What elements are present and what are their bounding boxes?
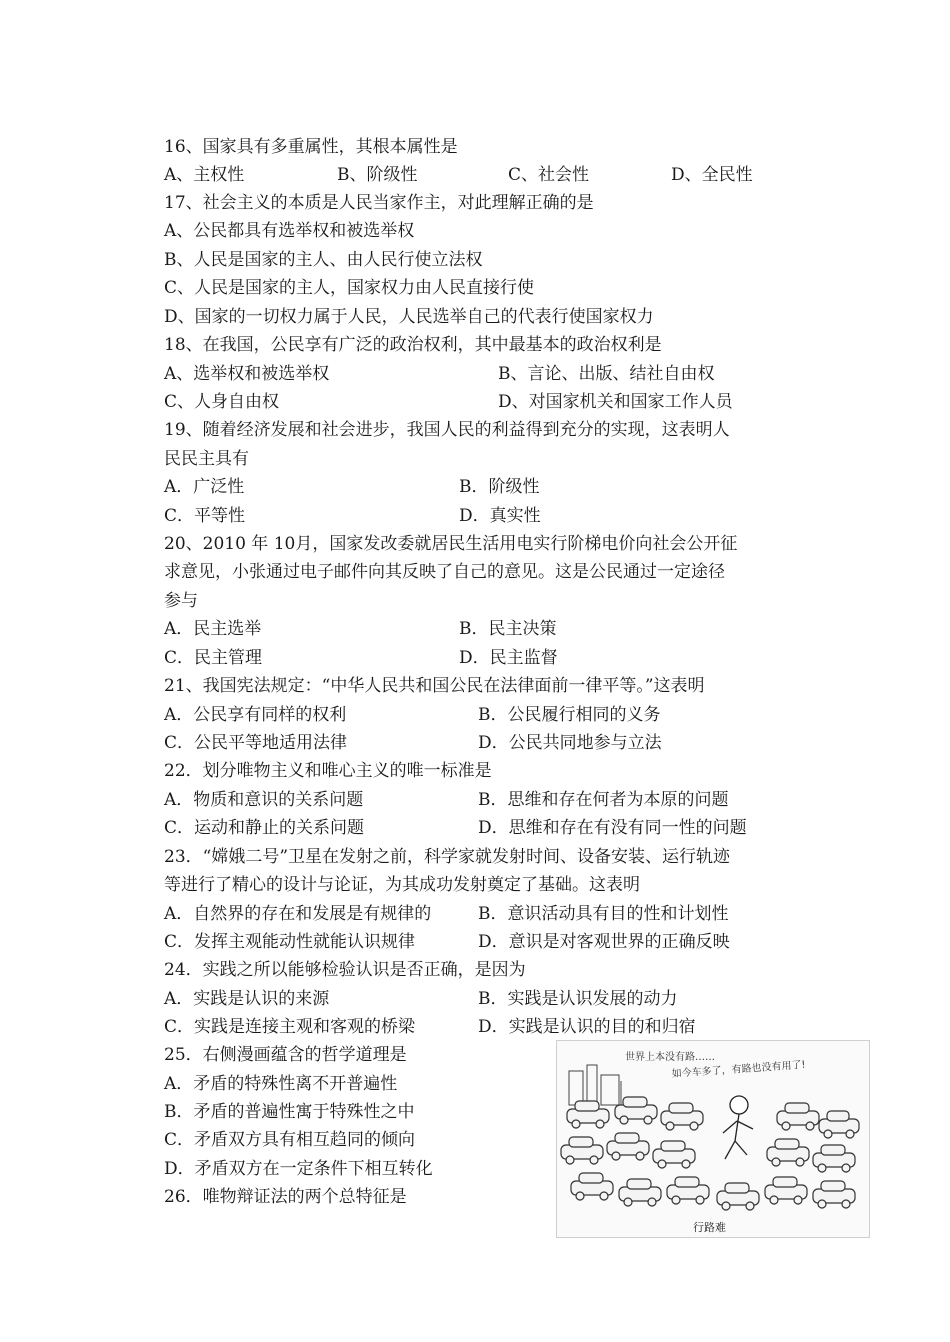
q18-option-d: D、对国家机关和国家工作人员 xyxy=(498,392,733,412)
q21-option-d: D．公民共同地参与立法 xyxy=(478,733,662,753)
q25-option-a: A．矛盾的特殊性离不开普遍性 xyxy=(164,1074,398,1094)
q18-option-c: C、人身自由权 xyxy=(164,392,280,412)
q19-option-a: A．广泛性 xyxy=(164,477,245,497)
question-23-stem-cont: 等进行了精心的设计与论证，为其成功发射奠定了基础。这表明 xyxy=(164,875,640,895)
question-21-stem: 21、我国宪法规定：“中华人民共和国公民在法律面前一律平等。”这表明 xyxy=(164,676,705,696)
q23-option-b: B．意识活动具有目的性和计划性 xyxy=(478,904,729,924)
q21-option-b: B．公民履行相同的义务 xyxy=(478,705,661,725)
q19-option-c: C．平等性 xyxy=(164,506,246,526)
q25-option-d: D．矛盾双方在一定条件下相互转化 xyxy=(164,1159,433,1179)
question-17-stem: 17、社会主义的本质是人民当家作主，对此理解正确的是 xyxy=(164,193,594,213)
cartoon-buildings xyxy=(569,1065,621,1105)
q25-option-c: C．矛盾双方具有相互趋同的倾向 xyxy=(164,1130,416,1150)
question-20-stem-cont-2: 参与 xyxy=(164,591,198,611)
q19-option-b: B．阶级性 xyxy=(459,477,540,497)
question-18-stem: 18、在我国，公民享有广泛的政治权利，其中最基本的政治权利是 xyxy=(164,335,662,355)
question-19-stem-cont: 民民主具有 xyxy=(164,449,249,469)
q17-option-c: C、人民是国家的主人，国家权力由人民直接行使 xyxy=(164,278,535,298)
q24-option-b: B．实践是认识发展的动力 xyxy=(478,989,678,1009)
q19-option-d: D．真实性 xyxy=(459,506,541,526)
question-22-stem: 22．划分唯物主义和唯心主义的唯一标准是 xyxy=(164,761,492,781)
q22-option-a: A．物质和意识的关系问题 xyxy=(164,790,364,810)
q22-option-b: B．思维和存在何者为本原的问题 xyxy=(478,790,729,810)
q21-option-c: C．公民平等地适用法律 xyxy=(164,733,348,753)
question-23-stem: 23．“嫦娥二号”卫星在发射之前，科学家就发射时间、设备安装、运行轨迹 xyxy=(164,847,731,867)
cartoon-caption-1: 世界上本没有路…… xyxy=(625,1052,715,1063)
question-16-stem: 16、国家具有多重属性，其根本属性是 xyxy=(164,137,458,157)
q17-option-d: D、国家的一切权力属于人民，人民选举自己的代表行使国家权力 xyxy=(164,307,654,327)
q17-option-a: A、公民都具有选举权和被选举权 xyxy=(164,221,415,241)
q20-option-c: C．民主管理 xyxy=(164,648,263,668)
q24-option-d: D．实践是认识的目的和归宿 xyxy=(478,1017,696,1037)
question-19-stem: 19、随着经济发展和社会进步，我国人民的利益得到充分的实现，这表明人 xyxy=(164,420,730,440)
q22-option-d: D．思维和存在有没有同一性的问题 xyxy=(478,818,747,838)
cartoon-caption-2: 如今车多了，有路也没有用了! xyxy=(671,1059,806,1080)
q18-option-b: B、言论、出版、结社自由权 xyxy=(498,364,715,384)
q17-option-b: B、人民是国家的主人、由人民行使立法权 xyxy=(164,250,483,270)
q16-option-d: D、全民性 xyxy=(671,165,753,185)
question-25-stem: 25．右侧漫画蕴含的哲学道理是 xyxy=(164,1045,407,1065)
question-20-stem: 20、2010 年 10月，国家发改委就居民生活用电实行阶梯电价向社会公开征 xyxy=(164,534,738,554)
q20-option-a: A．民主选举 xyxy=(164,619,262,639)
q16-option-c: C、社会性 xyxy=(508,165,590,185)
q16-option-a: A、主权性 xyxy=(164,165,245,185)
cartoon-traffic-jam xyxy=(556,1040,870,1238)
question-24-stem: 24．实践之所以能够检验认识是否正确，是因为 xyxy=(164,960,526,980)
q23-option-c: C．发挥主观能动性就能认识规律 xyxy=(164,932,416,952)
cartoon-title: 行路难 xyxy=(693,1221,726,1234)
question-26-stem: 26．唯物辩证法的两个总特征是 xyxy=(164,1187,407,1207)
q22-option-c: C．运动和静止的关系问题 xyxy=(164,818,365,838)
q24-option-c: C．实践是连接主观和客观的桥梁 xyxy=(164,1017,416,1037)
q23-option-d: D．意识是对客观世界的正确反映 xyxy=(478,932,730,952)
q20-option-d: D．民主监督 xyxy=(459,648,558,668)
q21-option-a: A．公民享有同样的权利 xyxy=(164,705,347,725)
cartoon-cars xyxy=(561,1097,859,1210)
q25-option-b: B．矛盾的普遍性寓于特殊性之中 xyxy=(164,1102,415,1122)
q24-option-a: A．实践是认识的来源 xyxy=(164,989,330,1009)
q16-option-b: B、阶级性 xyxy=(337,165,418,185)
question-20-stem-cont-1: 求意见，小张通过电子邮件向其反映了自己的意见。这是公民通过一定途径 xyxy=(164,562,725,582)
q23-option-a: A．自然界的存在和发展是有规律的 xyxy=(164,904,432,924)
q20-option-b: B．民主决策 xyxy=(459,619,557,639)
q18-option-a: A、选举权和被选举权 xyxy=(164,364,330,384)
cartoon-man xyxy=(723,1096,753,1159)
